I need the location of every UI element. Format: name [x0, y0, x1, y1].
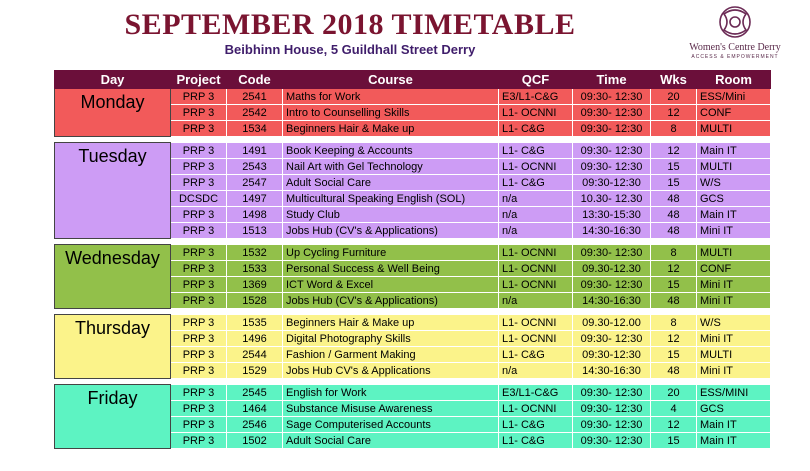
cell-code: 1513 [227, 223, 283, 239]
cell-code: 1369 [227, 277, 283, 293]
cell-time: 10.30- 12.30 [573, 191, 651, 207]
cell-code: 1497 [227, 191, 283, 207]
cell-wks: 15 [651, 277, 697, 293]
page-title: SEPTEMBER 2018 TIMETABLE [124, 8, 576, 41]
cell-course: Up Cycling Furniture [283, 245, 499, 261]
day-label: Friday [55, 385, 171, 449]
cell-wks: 8 [651, 315, 697, 331]
cell-time: 09:30-12:30 [573, 347, 651, 363]
cell-course: Sage Computerised Accounts [283, 417, 499, 433]
cell-time: 14:30-16:30 [573, 223, 651, 239]
col-day: Day [55, 71, 171, 89]
cell-project: PRP 3 [171, 223, 227, 239]
cell-room: MULTI [697, 121, 771, 137]
cell-code: 2541 [227, 89, 283, 105]
cell-code: 2544 [227, 347, 283, 363]
cell-project: PRP 3 [171, 159, 227, 175]
cell-room: Mini IT [697, 293, 771, 309]
cell-room: W/S [697, 315, 771, 331]
cell-room: ESS/MINI [697, 385, 771, 401]
cell-qcf: L1- OCNNI [499, 277, 573, 293]
cell-time: 09:30- 12:30 [573, 385, 651, 401]
day-label: Tuesday [55, 143, 171, 239]
cell-code: 1498 [227, 207, 283, 223]
cell-project: PRP 3 [171, 331, 227, 347]
cell-code: 1491 [227, 143, 283, 159]
logo-tagline: ACCESS & EMPOWERMENT [691, 54, 779, 60]
table-row [55, 89, 771, 105]
cell-qcf: L1- C&G [499, 121, 573, 137]
cell-code: 1529 [227, 363, 283, 379]
cell-time: 09:30- 12:30 [573, 143, 651, 159]
cell-course: Book Keeping & Accounts [283, 143, 499, 159]
cell-qcf: L1- OCNNI [499, 315, 573, 331]
cell-code: 1535 [227, 315, 283, 331]
cell-wks: 8 [651, 121, 697, 137]
cell-project: PRP 3 [171, 417, 227, 433]
cell-project: PRP 3 [171, 245, 227, 261]
cell-wks: 12 [651, 331, 697, 347]
cell-course: Jobs Hub CV's & Applications [283, 363, 499, 379]
col-wks: Wks [651, 71, 697, 89]
cell-course: English for Work [283, 385, 499, 401]
cell-course: Beginners Hair & Make up [283, 315, 499, 331]
cell-course: ICT Word & Excel [283, 277, 499, 293]
cell-course: Adult Social Care [283, 175, 499, 191]
cell-time: 09:30- 12:30 [573, 121, 651, 137]
cell-wks: 12 [651, 261, 697, 277]
header-row [55, 71, 771, 89]
cell-wks: 4 [651, 401, 697, 417]
cell-room: CONF [697, 261, 771, 277]
cell-qcf: n/a [499, 191, 573, 207]
table-row [55, 245, 771, 261]
cell-time: 09.30-12.00 [573, 315, 651, 331]
cell-project: PRP 3 [171, 293, 227, 309]
cell-code: 1533 [227, 261, 283, 277]
cell-wks: 48 [651, 223, 697, 239]
cell-course: Jobs Hub (CV's & Applications) [283, 293, 499, 309]
cell-qcf: L1- OCNNI [499, 401, 573, 417]
cell-project: PRP 3 [171, 207, 227, 223]
cell-project: PRP 3 [171, 175, 227, 191]
cell-wks: 48 [651, 293, 697, 309]
cell-code: 1502 [227, 433, 283, 449]
cell-course: Beginners Hair & Make up [283, 121, 499, 137]
col-course: Course [283, 71, 499, 89]
timetable [54, 70, 771, 449]
cell-wks: 12 [651, 143, 697, 159]
cell-wks: 20 [651, 385, 697, 401]
cell-room: Main IT [697, 143, 771, 159]
cell-project: PRP 3 [171, 433, 227, 449]
cell-time: 09:30- 12:30 [573, 331, 651, 347]
cell-wks: 12 [651, 417, 697, 433]
cell-room: GCS [697, 191, 771, 207]
cell-wks: 20 [651, 89, 697, 105]
cell-code: 1464 [227, 401, 283, 417]
cell-wks: 48 [651, 207, 697, 223]
cell-project: PRP 3 [171, 401, 227, 417]
table-row [55, 143, 771, 159]
cell-qcf: E3/L1-C&G [499, 89, 573, 105]
cell-project: DCSDC [171, 191, 227, 207]
cell-room: ESS/Mini [697, 89, 771, 105]
cell-course: Multicultural Speaking English (SOL) [283, 191, 499, 207]
cell-qcf: L1- OCNNI [499, 331, 573, 347]
logo-name: Women's Centre Derry [689, 42, 781, 53]
cell-room: W/S [697, 175, 771, 191]
cell-room: MULTI [697, 347, 771, 363]
cell-course: Substance Misuse Awareness [283, 401, 499, 417]
cell-room: Mini IT [697, 277, 771, 293]
cell-code: 1534 [227, 121, 283, 137]
day-label: Thursday [55, 315, 171, 379]
cell-qcf: L1- C&G [499, 175, 573, 191]
cell-time: 14:30-16:30 [573, 363, 651, 379]
cell-wks: 8 [651, 245, 697, 261]
cell-time: 09:30- 12:30 [573, 277, 651, 293]
cell-project: PRP 3 [171, 385, 227, 401]
cell-time: 09:30- 12:30 [573, 433, 651, 449]
cell-course: Adult Social Care [283, 433, 499, 449]
col-code: Code [227, 71, 283, 89]
cell-course: Jobs Hub (CV's & Applications) [283, 223, 499, 239]
cell-code: 2547 [227, 175, 283, 191]
cell-room: GCS [697, 401, 771, 417]
cell-qcf: E3/L1-C&G [499, 385, 573, 401]
cell-qcf: L1- OCNNI [499, 245, 573, 261]
cell-qcf: L1- OCNNI [499, 105, 573, 121]
cell-time: 09:30- 12:30 [573, 89, 651, 105]
cell-code: 1532 [227, 245, 283, 261]
cell-course: Nail Art with Gel Technology [283, 159, 499, 175]
cell-code: 2546 [227, 417, 283, 433]
cell-room: MULTI [697, 159, 771, 175]
table-row [55, 385, 771, 401]
cell-course: Intro to Counselling Skills [283, 105, 499, 121]
cell-time: 09:30-12:30 [573, 175, 651, 191]
cell-qcf: n/a [499, 223, 573, 239]
cell-time: 09:30- 12:30 [573, 105, 651, 121]
cell-room: Mini IT [697, 223, 771, 239]
cell-qcf: n/a [499, 293, 573, 309]
cell-qcf: L1- C&G [499, 433, 573, 449]
cell-code: 1528 [227, 293, 283, 309]
cell-project: PRP 3 [171, 363, 227, 379]
cell-course: Study Club [283, 207, 499, 223]
page-subtitle: Beibhinn House, 5 Guildhall Street Derry [224, 42, 476, 57]
cell-room: MULTI [697, 245, 771, 261]
cell-wks: 15 [651, 433, 697, 449]
cell-time: 09:30- 12:30 [573, 401, 651, 417]
cell-course: Digital Photography Skills [283, 331, 499, 347]
cell-room: Main IT [697, 433, 771, 449]
cell-room: Mini IT [697, 363, 771, 379]
cell-qcf: L1- OCNNI [499, 159, 573, 175]
cell-wks: 15 [651, 347, 697, 363]
day-label: Monday [55, 89, 171, 137]
cell-project: PRP 3 [171, 315, 227, 331]
day-label: Wednesday [55, 245, 171, 309]
cell-project: PRP 3 [171, 143, 227, 159]
cell-project: PRP 3 [171, 121, 227, 137]
cell-code: 2542 [227, 105, 283, 121]
cell-project: PRP 3 [171, 277, 227, 293]
cell-course: Fashion / Garment Making [283, 347, 499, 363]
cell-time: 09:30- 12:30 [573, 417, 651, 433]
cell-wks: 12 [651, 105, 697, 121]
cell-code: 1496 [227, 331, 283, 347]
cell-qcf: L1- C&G [499, 417, 573, 433]
cell-time: 09:30- 12:30 [573, 159, 651, 175]
cell-time: 09:30- 12:30 [573, 245, 651, 261]
col-time: Time [573, 71, 651, 89]
table-row [55, 315, 771, 331]
col-room: Room [697, 71, 771, 89]
cell-project: PRP 3 [171, 261, 227, 277]
cell-wks: 48 [651, 191, 697, 207]
cell-time: 14:30-16:30 [573, 293, 651, 309]
cell-qcf: L1- C&G [499, 143, 573, 159]
cell-room: CONF [697, 105, 771, 121]
cell-wks: 15 [651, 159, 697, 175]
cell-code: 2543 [227, 159, 283, 175]
col-qcf: QCF [499, 71, 573, 89]
cell-course: Maths for Work [283, 89, 499, 105]
cell-qcf: n/a [499, 207, 573, 223]
cell-time: 13:30-15:30 [573, 207, 651, 223]
cell-project: PRP 3 [171, 89, 227, 105]
cell-wks: 15 [651, 175, 697, 191]
cell-room: Main IT [697, 207, 771, 223]
cell-qcf: n/a [499, 363, 573, 379]
cell-time: 09.30-12.30 [573, 261, 651, 277]
cell-code: 2545 [227, 385, 283, 401]
cell-project: PRP 3 [171, 105, 227, 121]
cell-project: PRP 3 [171, 347, 227, 363]
cell-wks: 48 [651, 363, 697, 379]
cell-room: Main IT [697, 417, 771, 433]
cell-room: Mini IT [697, 331, 771, 347]
cell-qcf: L1- C&G [499, 347, 573, 363]
col-project: Project [171, 71, 227, 89]
cell-qcf: L1- OCNNI [499, 261, 573, 277]
cell-course: Personal Success & Well Being [283, 261, 499, 277]
